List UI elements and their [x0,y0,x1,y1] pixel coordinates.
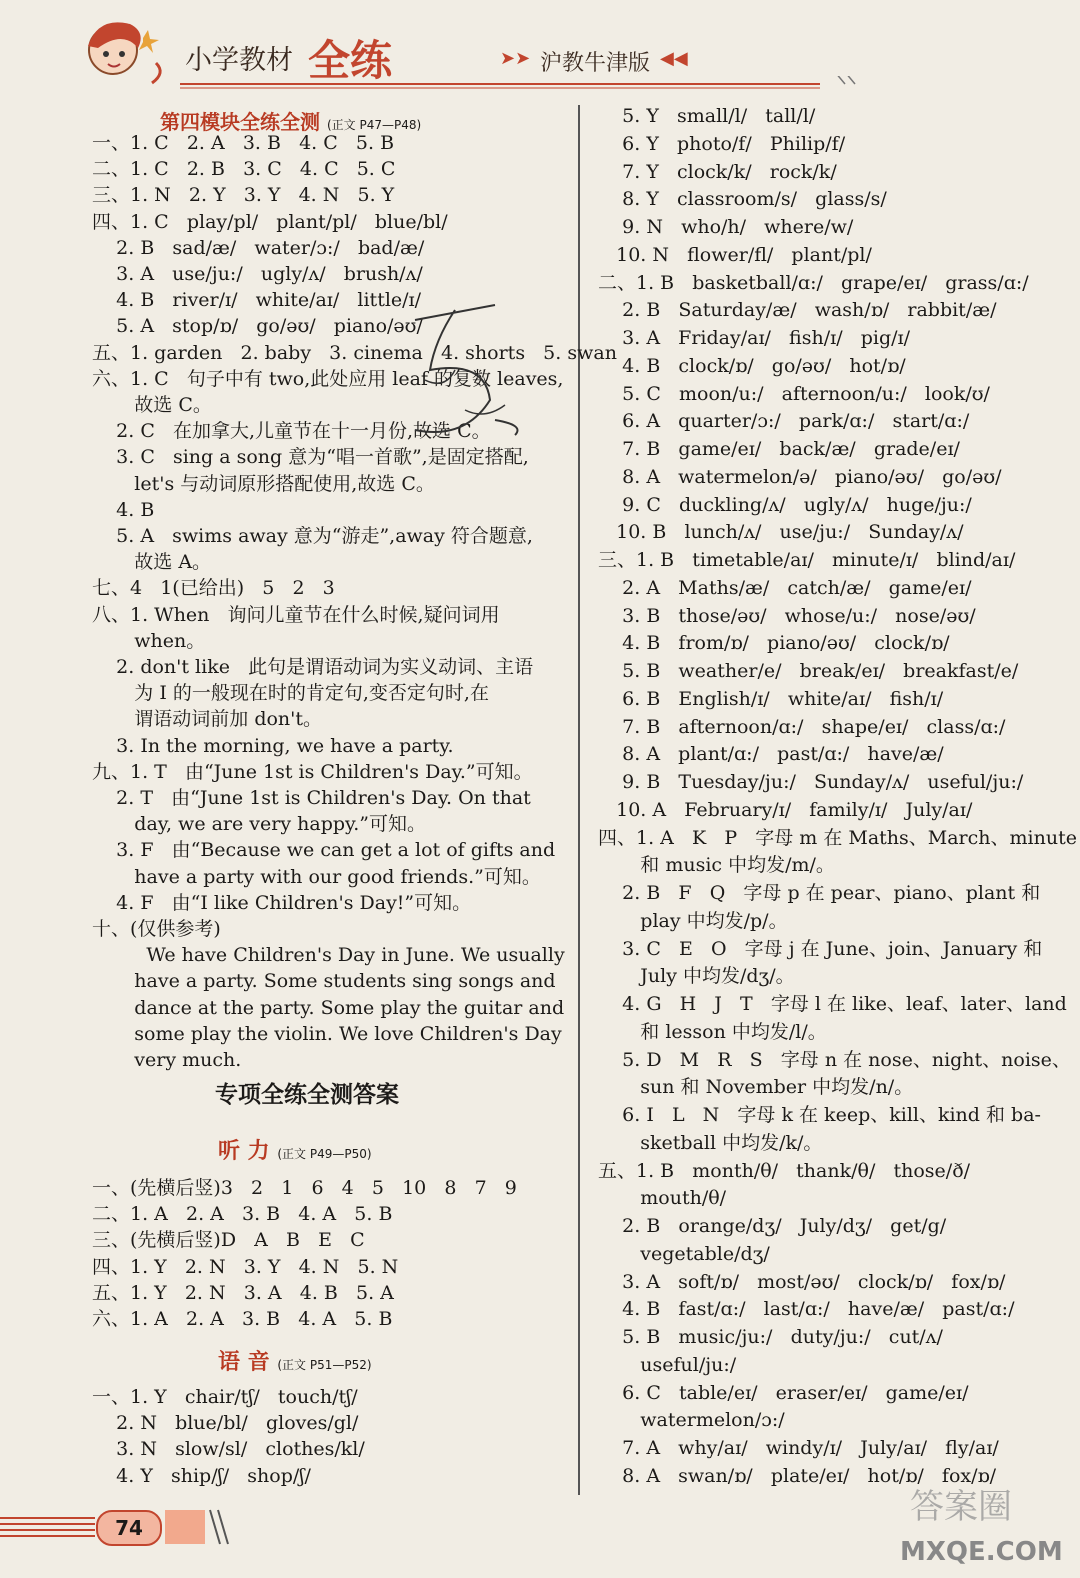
header-rule [0,76,1080,96]
answer-line: 2. don't like 此句是谓语动词为实义动词、主语 [92,656,534,678]
answer-line: We have Children's Day in June. We usually [92,944,565,967]
answer-line: 6. C table/eɪ/ eraser/eɪ/ game/eɪ/ [598,1381,969,1404]
answer-line: 七、4 1(已给出) 5 2 3 [92,577,335,600]
answer-line: 为 I 的一般现在时的肯定句,变否定句时,在 [92,682,489,705]
answer-line: 2. N blue/bl/ gloves/gl/ [92,1412,359,1435]
answer-line: 8. A swan/ɒ/ plate/eɪ/ hot/ɒ/ fox/ɒ/ [598,1464,997,1487]
section-title-special: 专项全练全测答案 [215,1082,399,1108]
answer-line: 5. A swims away 意为“游走”,away 符合题意, [92,525,533,547]
answer-line: 8. Y classroom/s/ glass/s/ [598,188,887,211]
answer-line: sun 和 November 中均发/n/。 [598,1076,914,1099]
brand-small: 小学教材 [185,45,293,76]
answer-line: 8. A plant/ɑ:/ past/ɑ:/ have/æ/ [598,743,944,766]
answer-line: let's 与动词原形搭配使用,故选 C。 [92,472,435,495]
answer-line: 五、1. Y 2. N 3. A 4. B 5. A [92,1281,394,1304]
answer-line: 2. B Saturday/æ/ wash/ɒ/ rabbit/æ/ [598,299,997,322]
watermark-logo-text: 答案圈 [910,1487,1012,1527]
answer-line: 九、1. T 由“June 1st is Children's Day.”可知。 [92,760,533,783]
answer-line: 四、1. A K P 字母 m 在 Maths、March、minute [598,826,1077,849]
answer-line: 一、(先横后竖)3 2 1 6 4 5 10 8 7 9 [92,1177,517,1199]
answer-line: 5. D M R S 字母 n 在 nose、night、noise、 [598,1048,1071,1071]
answer-line: day, we are very happy.”可知。 [92,813,426,836]
section-ref: (正文 P49—P50) [277,1147,372,1161]
answer-line: 9. C duckling/ʌ/ ugly/ʌ/ huge/ju:/ [598,493,972,516]
answer-line: 10. N flower/fl/ plant/pl/ [598,243,872,266]
answer-line: 4. G H J T 字母 l 在 like、leaf、later、land [598,993,1067,1015]
answer-line: when。 [92,629,206,652]
answer-line: 8. A watermelon/ə/ piano/əʊ/ go/əʊ/ [598,465,1002,488]
answer-line: 3. A use/ju:/ ugly/ʌ/ brush/ʌ/ [92,263,423,285]
answer-line: 4. Y ship/ʃ/ shop/ʃ/ [92,1464,311,1487]
section-title-listening [218,1134,372,1165]
section-title-text: 语 音 [218,1350,270,1375]
answer-line: 2. T 由“June 1st is Children's Day. On that [92,787,531,809]
answer-line: 四、1. C play/pl/ plant/pl/ blue/bl/ [92,210,448,233]
answer-line: 2. C 在加拿大,儿童节在十一月份,故选 C。 [92,420,491,443]
section-title-text: 听 力 [218,1139,270,1164]
answer-line: 故选 C。 [92,394,212,416]
answer-line: 3. A Friday/aɪ/ fish/ɪ/ pig/ɪ/ [598,327,910,349]
answer-line: 3. C E O 字母 j 在 June、join、January 和 [598,937,1043,960]
answer-line: 一、1. Y chair/tʃ/ touch/tʃ/ [92,1386,358,1408]
answer-line: 2. B sad/æ/ water/ɔ:/ bad/æ/ [92,236,425,259]
answer-line: mouth/θ/ [598,1187,727,1210]
section-title-phonics [218,1345,372,1376]
answer-line: 和 music 中均发/m/。 [598,854,835,877]
answer-line: 十、(仅供参考) [92,918,221,940]
answer-line: 6. A quarter/ɔ:/ park/ɑ:/ start/ɑ:/ [598,410,970,433]
answer-line: 八、1. When 询问儿童节在什么时候,疑问词用 [92,603,500,626]
answer-line: 7. B afternoon/ɑ:/ shape/eɪ/ class/ɑ:/ [598,715,1006,738]
answer-line: 和 lesson 中均发/l/。 [598,1020,827,1043]
arrows-left-icon: ➤➤ [500,48,531,69]
column-divider [578,105,580,1495]
answer-line: 9. N who/h/ where/w/ [598,216,854,238]
brand-big: 全练 [308,36,393,85]
answer-line: 六、1. A 2. A 3. B 4. A 5. B [92,1308,393,1330]
answer-line: 3. C sing a song 意为“唱一首歌”,是固定搭配, [92,446,529,469]
answer-line: 6. I L N 字母 k 在 keep、kill、kind 和 ba- [598,1104,1041,1126]
answer-line: 谓语动词前加 don't。 [92,708,323,731]
edition-label: 沪教牛津版 [540,51,651,76]
watermark-logo [890,1480,1070,1570]
page-number: 74 [96,1510,162,1546]
answer-line: 二、1. B basketball/ɑ:/ grape/eɪ/ grass/ɑ:/ [598,271,1029,294]
answer-line: 4. B from/ɒ/ piano/əʊ/ clock/ɒ/ [598,632,950,655]
answer-line: 5. B weather/e/ break/eɪ/ breakfast/e/ [598,660,1019,682]
section-ref: (正文 P47—P48) [326,118,422,132]
arrows-right-icon: ◀◀ [660,48,688,69]
answer-line: 三、1. B timetable/aɪ/ minute/ɪ/ blind/aɪ/ [598,549,1016,571]
answer-line: 故选 A。 [92,551,212,574]
answer-line: 2. B orange/dʒ/ July/dʒ/ get/g/ [598,1215,947,1237]
answer-line: 4. B clock/ɒ/ go/əʊ/ hot/ɒ/ [598,354,906,377]
answer-line: 4. B river/ɪ/ white/aɪ/ little/ɪ/ [92,289,422,312]
watermark-url: MXQE.COM [900,1537,1063,1567]
answer-line: 3. B those/əʊ/ whose/u:/ nose/əʊ/ [598,604,976,627]
answer-line: 3. F 由“Because we can get a lot of gifts and [92,839,556,862]
answer-line: 6. B English/ɪ/ white/aɪ/ fish/ɪ/ [598,687,944,710]
answer-line: 4. F 由“I like Children's Day!”可知。 [92,891,472,914]
answer-line: 4. B [92,498,155,521]
answer-line: 二、1. C 2. B 3. C 4. C 5. C [92,158,396,181]
answer-line: dance at the party. Some play the guitar and [92,996,565,1019]
answer-line: 5. A stop/ɒ/ go/əʊ/ piano/əʊ/ [92,315,423,338]
section-title-text: 第四模块全练全测 [160,110,320,134]
answer-line: 9. B Tuesday/ju:/ Sunday/ʌ/ useful/ju:/ [598,771,1024,793]
answer-line: 五、1. B month/θ/ thank/θ/ those/ð/ [598,1159,971,1182]
answer-line: 3. N slow/sl/ clothes/kl/ [92,1438,365,1461]
answer-line: 4. B fast/ɑ:/ last/ɑ:/ have/æ/ past/ɑ:/ [598,1298,1015,1321]
answer-line: 3. A soft/ɒ/ most/əʊ/ clock/ɒ/ fox/ɒ/ [598,1270,1006,1293]
section-ref: (正文 P51—P52) [277,1358,372,1372]
answer-line: 2. B F Q 字母 p 在 pear、piano、plant 和 [598,882,1041,904]
answer-line: useful/ju:/ [598,1353,737,1376]
answer-line: watermelon/ɔ:/ [598,1409,785,1432]
answer-line: 四、1. Y 2. N 3. Y 4. N 5. N [92,1255,399,1278]
answer-line: 5. Y small/l/ tall/l/ [598,105,816,127]
answer-line: some play the violin. We love Children's Day [92,1022,562,1045]
answer-line: 7. B game/eɪ/ back/æ/ grade/eɪ/ [598,438,960,460]
answer-line: 三、1. N 2. Y 3. Y 4. N 5. Y [92,184,395,207]
answer-line: 10. A February/ɪ/ family/ɪ/ July/aɪ/ [598,798,973,821]
answer-line: 五、1. garden 2. baby 3. cinema 4. shorts 5. swan [92,341,617,364]
answer-line: 7. A why/aɪ/ windy/ɪ/ July/aɪ/ fly/aɪ/ [598,1437,999,1459]
answer-line: 3. In the morning, we have a party. [92,734,454,757]
answer-line: 六、1. C 句子中有 two,此处应用 leaf 的复数 leaves, [92,367,564,390]
answer-line: 5. C moon/u:/ afternoon/u:/ look/ʊ/ [598,382,990,405]
answer-line: 6. Y photo/f/ Philip/f/ [598,132,846,155]
answer-line: 10. B lunch/ʌ/ use/ju:/ Sunday/ʌ/ [598,521,964,544]
answer-line: have a party with our good friends.”可知。 [92,865,541,888]
answer-line: vegetable/dʒ/ [598,1242,770,1265]
page-header [0,0,1080,95]
answer-line: 三、(先横后竖)D A B E C [92,1229,365,1252]
answer-line: 二、1. A 2. A 3. B 4. A 5. B [92,1203,393,1226]
answer-line: 5. B music/ju:/ duty/ju:/ cut/ʌ/ [598,1326,943,1348]
answer-line: very much. [92,1049,242,1071]
answer-line: 2. A Maths/æ/ catch/æ/ game/eɪ/ [598,576,972,599]
answer-line: play 中均发/p/。 [598,909,788,932]
answer-line: have a party. Some students sing songs and [92,970,556,993]
answer-line: 一、1. C 2. A 3. B 4. C 5. B [92,132,395,154]
answer-line: sketball 中均发/k/。 [598,1131,823,1154]
answer-line: 7. Y clock/k/ rock/k/ [598,160,837,183]
answer-line: July 中均发/dʒ/。 [598,965,795,988]
handwritten-scribble [395,300,535,460]
